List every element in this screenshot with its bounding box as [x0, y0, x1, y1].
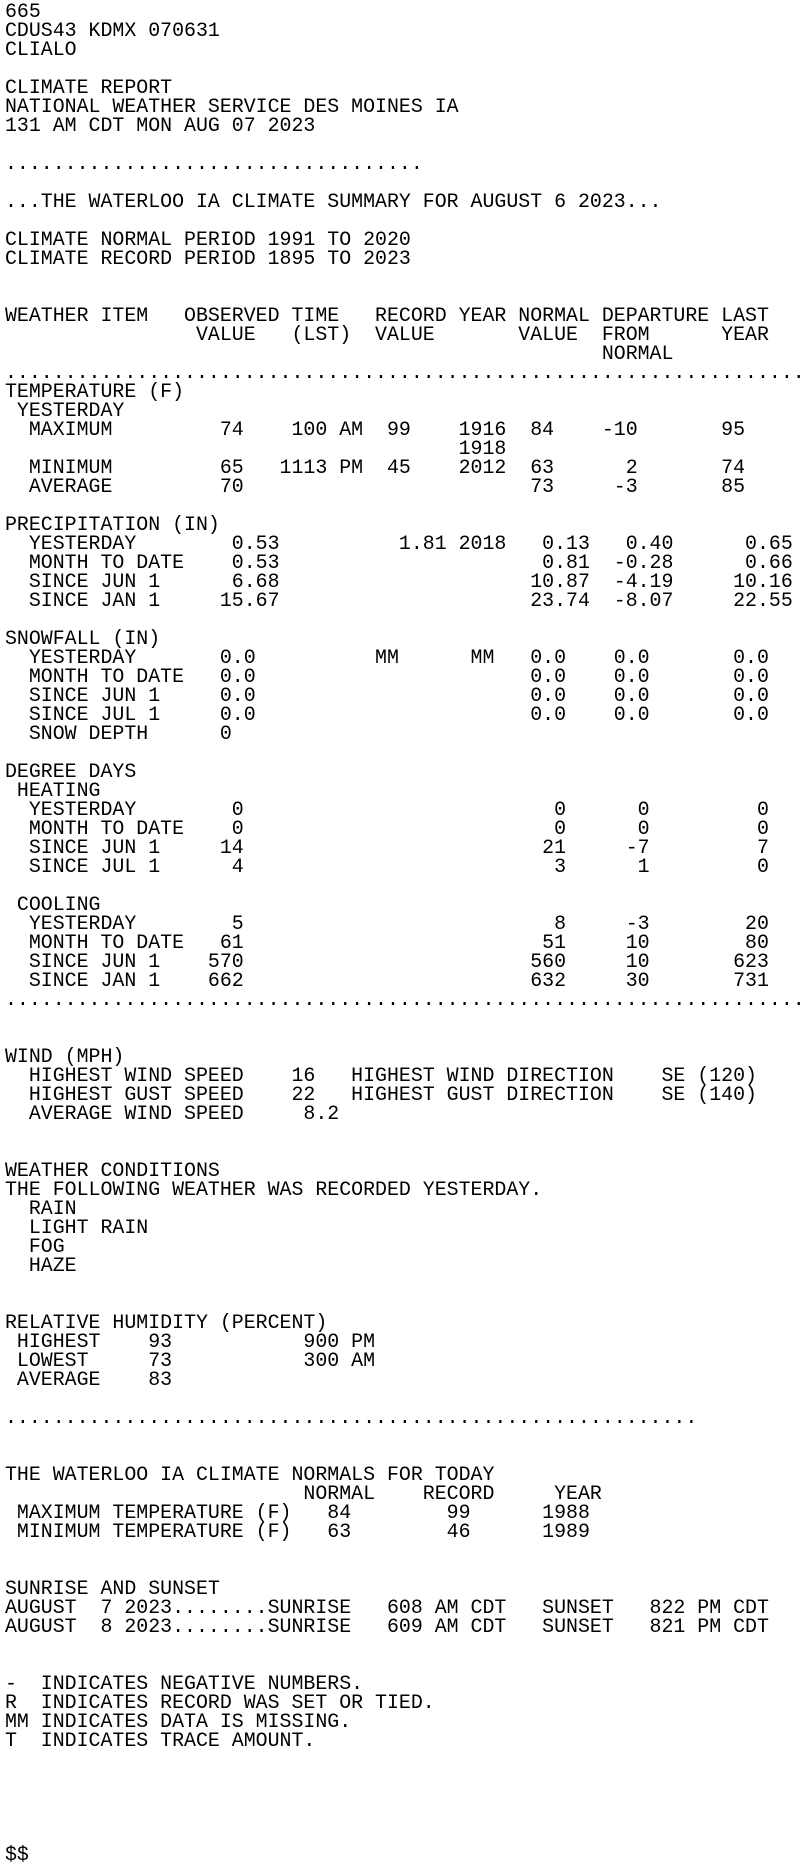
report-line: VALUE (LST) VALUE VALUE FROM YEAR [5, 323, 769, 346]
blank-line [5, 1028, 810, 1047]
blank-line [5, 876, 810, 895]
report-line: MAXIMUM TEMPERATURE (F) 84 99 1988 [5, 1501, 590, 1524]
report-line: THE WATERLOO IA CLIMATE NORMALS FOR TODAY [5, 1463, 495, 1486]
report-line: LIGHT RAIN [5, 1216, 149, 1239]
report-line: YESTERDAY 0.0 MM MM 0.0 0.0 0.0 [5, 646, 769, 669]
blank-line [5, 1009, 810, 1028]
report-line: TEMPERATURE (F) [5, 380, 185, 403]
report-line: AUGUST 7 2023........SUNRISE 608 AM CDT SUNSET 822 PM CDT [5, 1596, 769, 1619]
report-line: AVERAGE WIND SPEED 8.2 [5, 1102, 340, 1125]
report-line: 665 [5, 0, 41, 23]
report-line: HIGHEST WIND SPEED 16 HIGHEST WIND DIRECTION SE (120) [5, 1064, 757, 1087]
blank-line [5, 1123, 810, 1142]
report-line: HIGHEST 93 900 PM [5, 1330, 376, 1353]
report-line: SINCE JUN 1 6.68 10.87 -4.19 10.16 [5, 570, 793, 593]
report-line: SNOW DEPTH 0 [5, 722, 232, 745]
report-line: ................................... [5, 152, 423, 175]
report-line: - INDICATES NEGATIVE NUMBERS. [5, 1672, 364, 1695]
blank-line [5, 268, 810, 287]
report-line: RELATIVE HUMIDITY (PERCENT) [5, 1311, 328, 1334]
report-line: T INDICATES TRACE AMOUNT. [5, 1729, 316, 1752]
report-line: AUGUST 8 2023........SUNRISE 609 AM CDT SUNSET 821 PM CDT [5, 1615, 769, 1638]
report-line: MONTH TO DATE 0.0 0.0 0.0 0.0 [5, 665, 769, 688]
report-line: MINIMUM TEMPERATURE (F) 63 46 1989 [5, 1520, 590, 1543]
report-line: NORMAL RECORD YEAR [5, 1482, 602, 1505]
report-line: SINCE JUN 1 14 21 -7 7 [5, 836, 769, 859]
report-line: SINCE JAN 1 15.67 23.74 -8.07 22.55 [5, 589, 793, 612]
blank-line [5, 1788, 810, 1807]
report-line: MONTH TO DATE 0.53 0.81 -0.28 0.66 [5, 551, 793, 574]
report-line: NATIONAL WEATHER SERVICE DES MOINES IA [5, 95, 459, 118]
report-line: $$ [5, 1843, 29, 1866]
report-line: 1918 [5, 437, 507, 460]
report-line: NORMAL [5, 342, 674, 365]
blank-line [5, 1807, 810, 1826]
report-line: YESTERDAY [5, 399, 125, 422]
report-line: YESTERDAY 0 0 0 0 [5, 798, 769, 821]
report-line: R INDICATES RECORD WAS SET OR TIED. [5, 1691, 435, 1714]
report-line: WEATHER CONDITIONS [5, 1159, 220, 1182]
report-line: 131 AM CDT MON AUG 07 2023 [5, 114, 316, 137]
report-line: COOLING [5, 893, 101, 916]
report-line: CLIMATE NORMAL PERIOD 1991 TO 2020 [5, 228, 411, 251]
report-line: RAIN [5, 1197, 77, 1220]
report-line: THE FOLLOWING WEATHER WAS RECORDED YESTERDAY. [5, 1178, 543, 1201]
report-line: MONTH TO DATE 61 51 10 80 [5, 931, 769, 954]
report-line: DEGREE DAYS [5, 760, 137, 783]
blank-line [5, 1636, 810, 1655]
report-line: CLIALO [5, 38, 77, 61]
report-line: YESTERDAY 5 8 -3 20 [5, 912, 769, 935]
report-line: HAZE [5, 1254, 77, 1277]
report-line: SINCE JUL 1 0.0 0.0 0.0 0.0 [5, 703, 769, 726]
report-line: CDUS43 KDMX 070631 [5, 19, 220, 42]
report-line: PRECIPITATION (IN) [5, 513, 220, 536]
blank-line [5, 1750, 810, 1769]
report-line: ...THE WATERLOO IA CLIMATE SUMMARY FOR AUGUST 6 2023... [5, 190, 662, 213]
report-line: SINCE JUL 1 4 3 1 0 [5, 855, 769, 878]
report-line: LOWEST 73 300 AM [5, 1349, 376, 1372]
report-line: CLIMATE RECORD PERIOD 1895 TO 2023 [5, 247, 411, 270]
report-line: MINIMUM 65 1113 PM 45 2012 63 2 74 [5, 456, 746, 479]
blank-line [5, 1769, 810, 1788]
report-line: HEATING [5, 779, 101, 802]
report-line: ................................................................... [5, 361, 805, 384]
report-line: AVERAGE 83 [5, 1368, 173, 1391]
report-line: FOG [5, 1235, 65, 1258]
report-line: WEATHER ITEM OBSERVED TIME RECORD YEAR NORMAL DEPARTURE LAST [5, 304, 769, 327]
blank-line [5, 1826, 810, 1845]
report-line: HIGHEST GUST SPEED 22 HIGHEST GUST DIRECTION SE (140) [5, 1083, 757, 1106]
report-line: ................................................................... [5, 988, 805, 1011]
report-line: SINCE JUN 1 0.0 0.0 0.0 0.0 [5, 684, 769, 707]
report-line: YESTERDAY 0.53 1.81 2018 0.13 0.40 0.65 [5, 532, 793, 555]
report-line: MONTH TO DATE 0 0 0 0 [5, 817, 769, 840]
report-line: SINCE JAN 1 662 632 30 731 [5, 969, 769, 992]
blank-line [5, 1541, 810, 1560]
report-line: SINCE JUN 1 570 560 10 623 [5, 950, 769, 973]
report-line: .......................................................... [5, 1406, 698, 1429]
report-line: SNOWFALL (IN) [5, 627, 161, 650]
report-line: WIND (MPH) [5, 1045, 125, 1068]
report-line: AVERAGE 70 73 -3 85 [5, 475, 746, 498]
report-line: MAXIMUM 74 100 AM 99 1916 84 -10 95 [5, 418, 746, 441]
blank-line [5, 1427, 810, 1446]
blank-line [5, 1275, 810, 1294]
report-line: MM INDICATES DATA IS MISSING. [5, 1710, 352, 1733]
report-line: SUNRISE AND SUNSET [5, 1577, 220, 1600]
report-line: CLIMATE REPORT [5, 76, 173, 99]
